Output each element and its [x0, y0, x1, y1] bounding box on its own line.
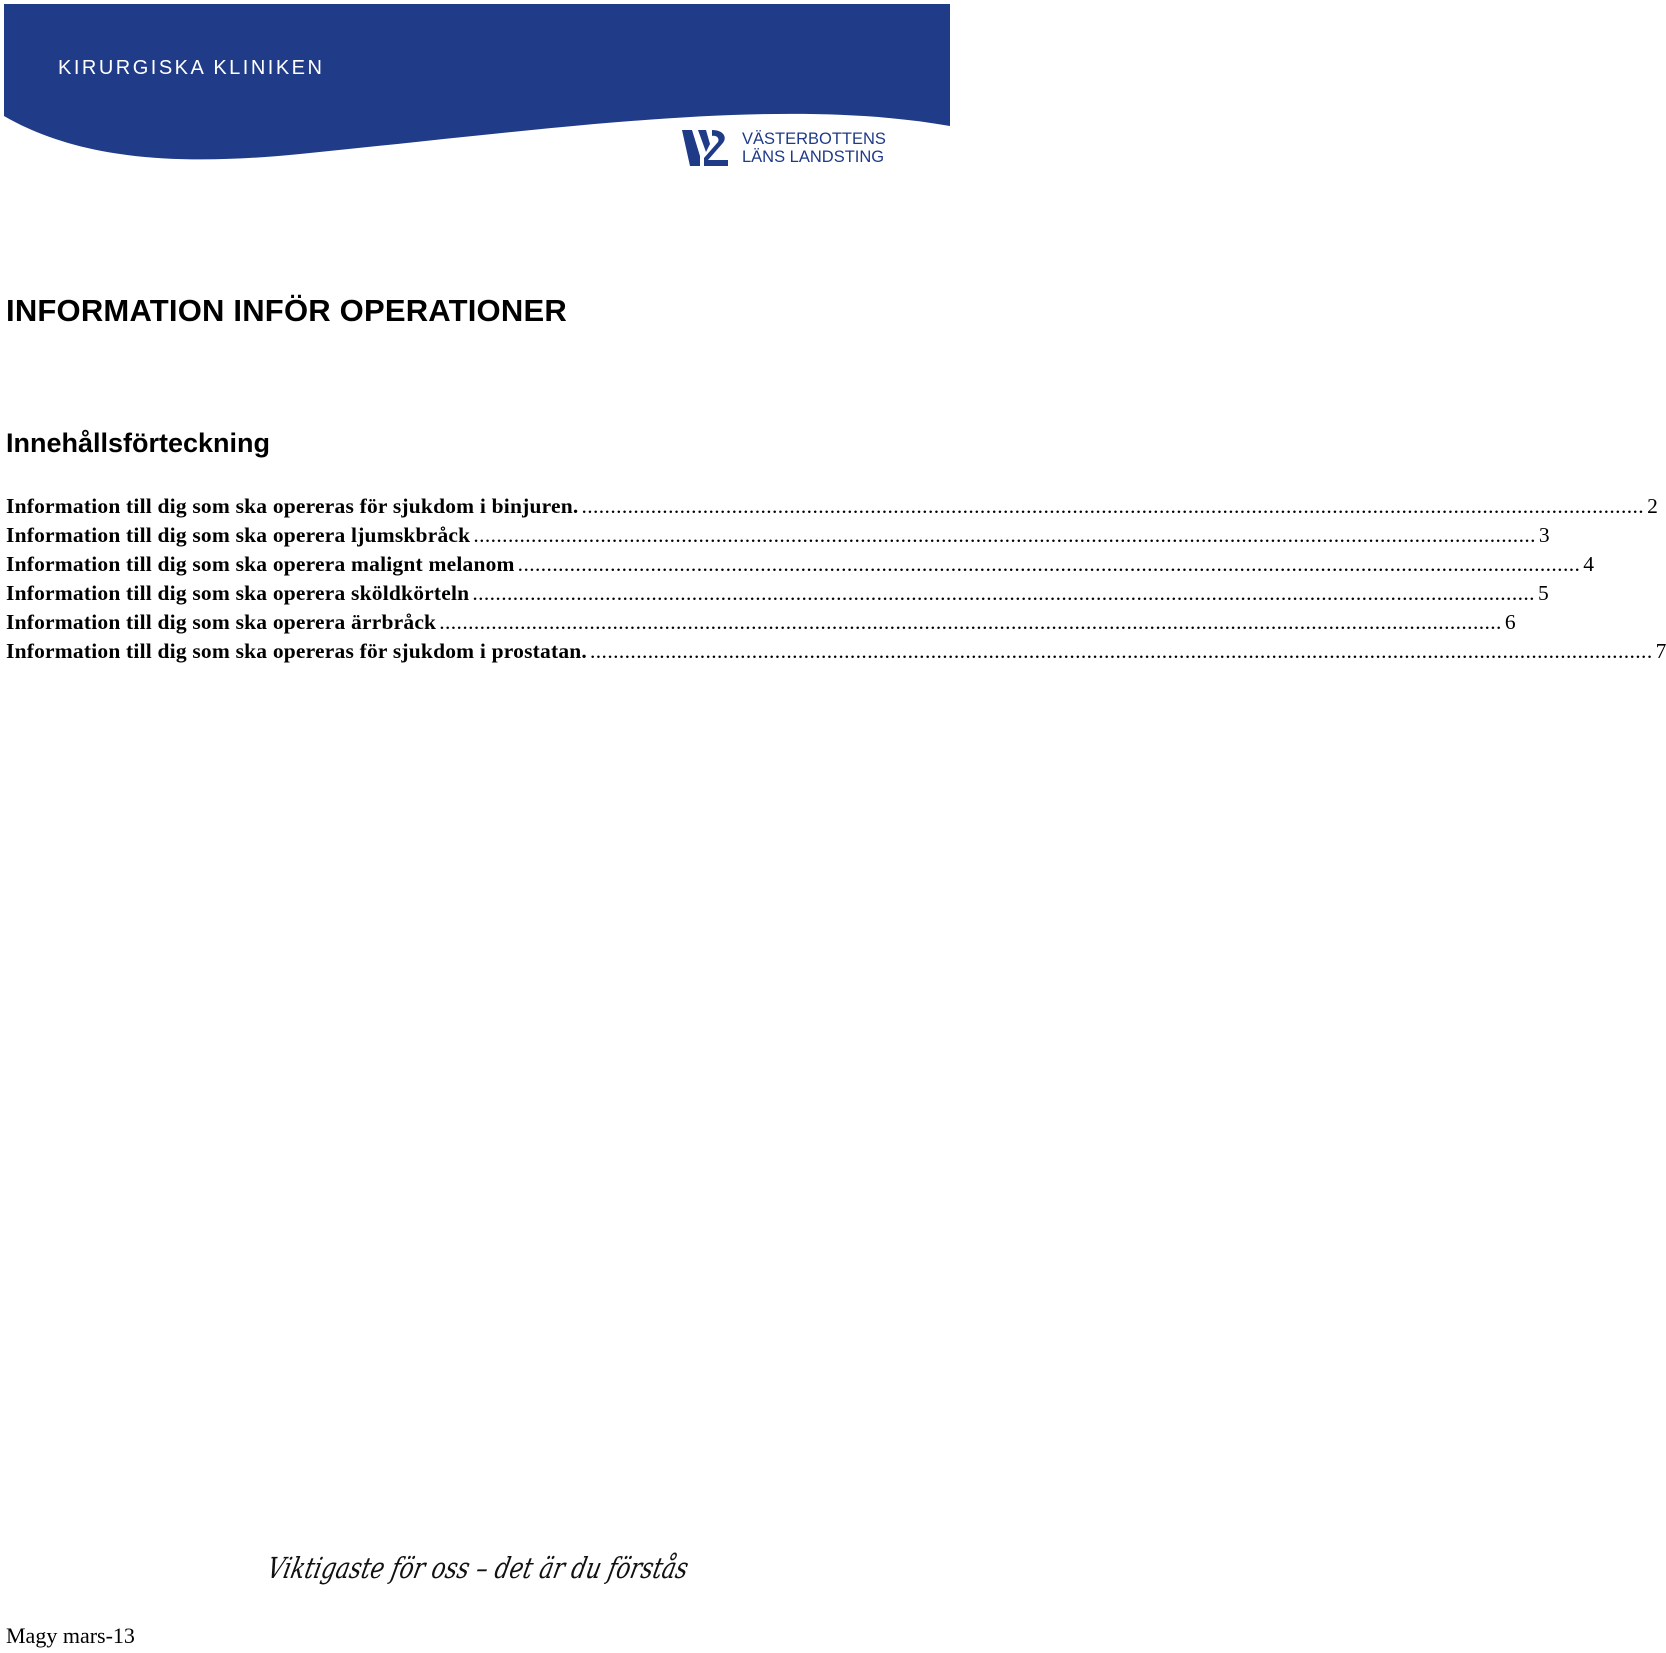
organization-logo: [682, 130, 902, 170]
document-title: INFORMATION INFÖR OPERATIONER: [6, 293, 567, 328]
toc-heading: Innehållsförteckning: [6, 428, 271, 458]
table-of-contents: [6, 492, 1666, 666]
toc-entry-title: Information till dig som ska operera sköldkörteln: [6, 581, 470, 605]
toc-entry-page: 2: [1647, 494, 1658, 518]
toc-dot-leader: [581, 492, 1644, 521]
toc-entry-page: 6: [1504, 610, 1516, 634]
toc-entry-title: Information till dig som ska opereras för sjukdom i prostatan.: [6, 639, 587, 663]
slogan-signature: [264, 1540, 804, 1590]
organization-name-line2: LÄNS LANDSTING: [742, 148, 885, 166]
slogan-text: Viktigaste för oss – det är du förstås: [264, 1551, 804, 1585]
toc-entry[interactable]: [6, 637, 1666, 666]
toc-dot-leader: [590, 637, 1653, 666]
toc-dot-leader: [472, 579, 1535, 608]
toc-entry-title: Information till dig som ska operera ärrbråck: [6, 610, 437, 634]
organization-name: [742, 130, 886, 166]
toc-entry-page: 7: [1655, 639, 1666, 663]
organization-name-line1: VÄSTERBOTTENS: [742, 130, 886, 148]
organization-logo-mark: [682, 130, 728, 166]
toc-dot-leader: [439, 608, 1502, 637]
toc-entry-page: 3: [1538, 523, 1550, 547]
toc-entry[interactable]: [6, 550, 1595, 579]
toc-entry[interactable]: [6, 492, 1658, 521]
toc-dot-leader: [518, 550, 1581, 579]
toc-entry[interactable]: [6, 521, 1550, 550]
clinic-name: KIRURGISKA KLINIKEN: [58, 57, 325, 79]
toc-entry[interactable]: [6, 579, 1549, 608]
footer-note: Magy mars-13: [6, 1623, 135, 1648]
toc-entry-page: 4: [1583, 552, 1595, 576]
toc-entry-title: Information till dig som ska operera malignt melanom: [6, 552, 515, 576]
toc-entry-page: 5: [1537, 581, 1549, 605]
toc-entry[interactable]: [6, 608, 1516, 637]
toc-entry-title: Information till dig som ska operera ljumskbråck: [6, 523, 471, 547]
toc-entry-title: Information till dig som ska opereras för sjukdom i binjuren.: [6, 494, 579, 518]
toc-dot-leader: [473, 521, 1536, 550]
